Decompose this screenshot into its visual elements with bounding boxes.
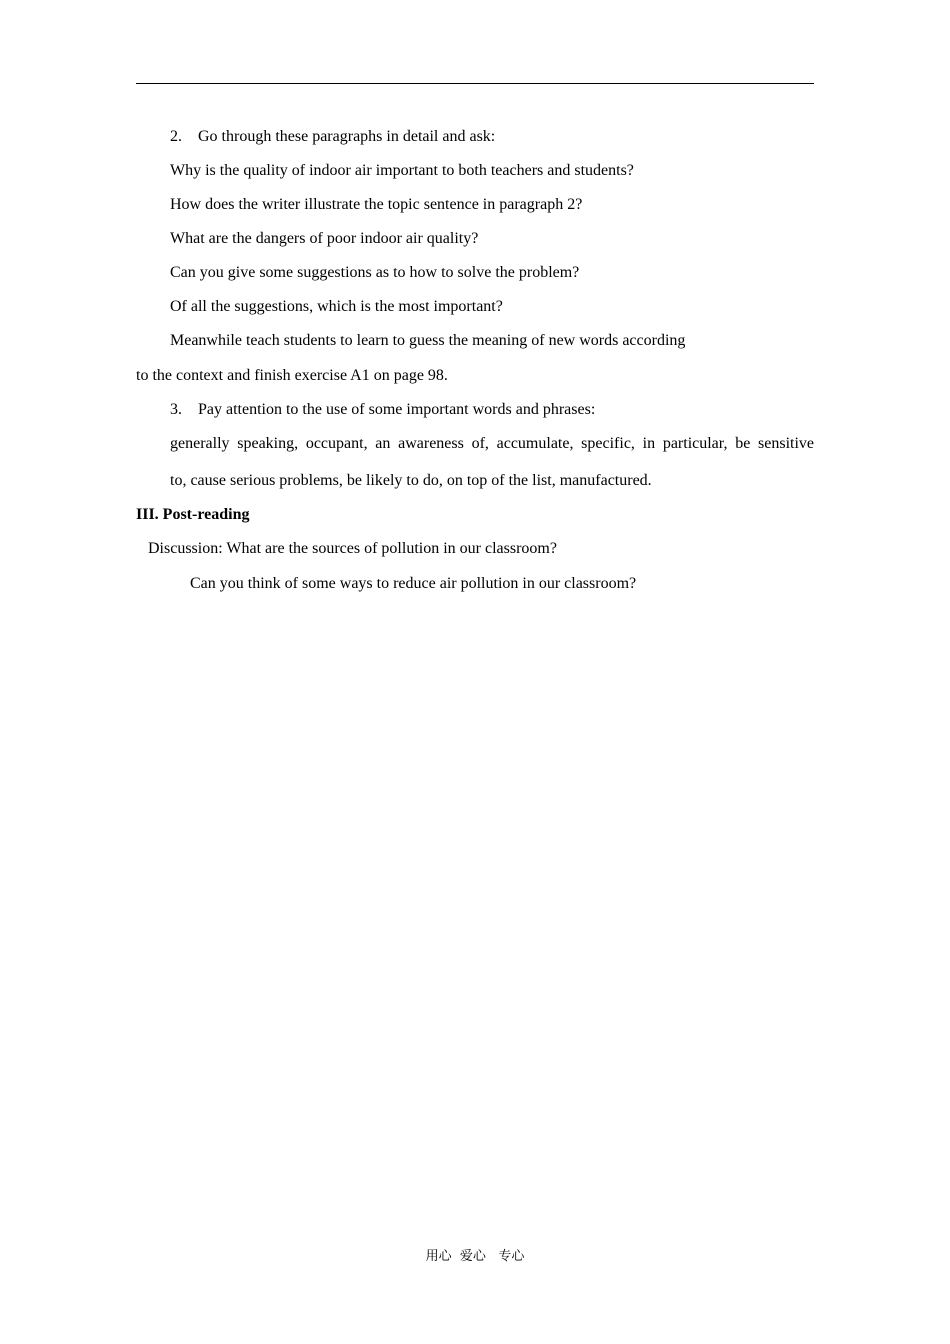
question-5: Of all the suggestions, which is the most important?	[170, 298, 503, 315]
question-4: Can you give some suggestions as to how to solve the problem?	[170, 264, 580, 281]
meanwhile-line-1: Meanwhile teach students to learn to guess the meaning of new words according	[170, 332, 686, 349]
discussion-followup: Can you think of some ways to reduce air pollution in our classroom?	[190, 575, 637, 592]
phrases-line-1: generally speaking, occupant, an awareness of, accumulate, specific, in particular, be sensitive	[170, 435, 814, 452]
question-1: Why is the quality of indoor air important to both teachers and students?	[170, 162, 634, 179]
discussion-line: Discussion: What are the sources of pollution in our classroom?	[148, 540, 557, 557]
section-heading: III. Post-reading	[136, 506, 250, 523]
phrases-line-2: to, cause serious problems, be likely to do, on top of the list, manufactured.	[170, 472, 652, 489]
header-rule	[136, 83, 814, 84]
list-item-3	[170, 400, 595, 420]
page-footer: 用心 爱心 专心	[425, 1249, 525, 1264]
question-2: How does the writer illustrate the topic sentence in paragraph 2?	[170, 196, 583, 213]
list-number: 2.	[170, 128, 182, 145]
list-item-2	[170, 127, 495, 147]
meanwhile-line-2: to the context and finish exercise A1 on page 98.	[136, 367, 448, 384]
question-3: What are the dangers of poor indoor air quality?	[170, 230, 479, 247]
list-item-text: Go through these paragraphs in detail and ask:	[198, 128, 496, 145]
list-item-text: Pay attention to the use of some important words and phrases:	[198, 401, 596, 418]
list-number: 3.	[170, 401, 182, 418]
